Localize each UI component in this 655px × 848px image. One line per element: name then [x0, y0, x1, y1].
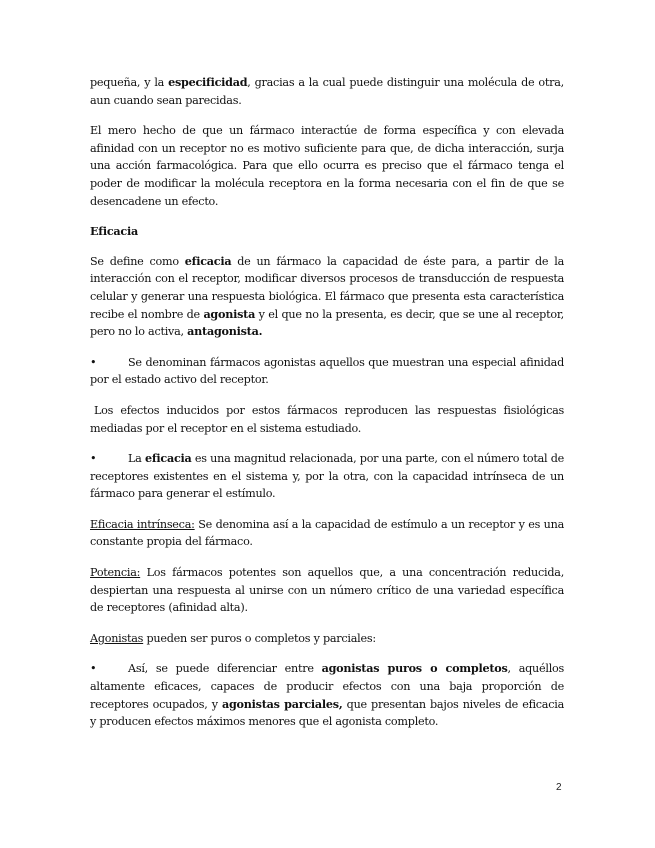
text: pequeña, y la — [90, 76, 169, 89]
bold-term-eficacia: eficacia — [184, 253, 232, 268]
text: El mero hecho de que un fármaco interactúe de forma específica y con elevada afinidad con un receptor no es motivo suficiente para que, de dicha interacción, surja una acción farmacológica. Para que ello ocurra es preciso que el fármaco tenga el poder de modificar la molécula receptora en la forma necesaria con el fin de que se desencadene un efecto. — [90, 124, 564, 208]
paragraph-agonistas-types — [90, 630, 564, 648]
text: es una magnitud relacionada, por una parte, con el número total de receptores existentes en el sistema y, por la otra, con la capacidad intrínseca de un fármaco para generar el estímulo. — [90, 452, 564, 501]
bold-term-agonistas-puros: agonistas puros o completos — [321, 661, 508, 676]
paragraph-interaction — [90, 122, 564, 210]
text: de un fármaco la capacidad de éste para, a partir de la interacción con el receptor, modificar diversos procesos de transducción de respuesta celular y generar una respuesta biológica. El fármaco que presenta esta característica recibe el nombre de — [90, 254, 564, 321]
text: , gracias a la cual puede distinguir una molécula de otra, aun cuando sean parecidas. — [90, 76, 564, 107]
bullet-icon: • — [90, 662, 97, 676]
text: que presentan bajos niveles de eficacia y producen efectos máximos menores que el agonista completo. — [90, 697, 564, 729]
paragraph-potencia — [90, 564, 564, 617]
bold-term-agonistas-parciales: agonistas parciales, — [221, 696, 343, 711]
text: Así, se puede diferenciar entre — [128, 662, 322, 676]
underlined-term-eficacia-intrinseca: Eficacia intrínseca: — [90, 517, 195, 531]
text: La — [128, 452, 145, 466]
bullet-paragraph-agonistas — [90, 354, 564, 389]
section-heading-eficacia: Eficacia — [90, 224, 138, 239]
bold-term-eficacia: eficacia — [144, 451, 192, 466]
paragraph-effects — [90, 402, 564, 437]
bold-term-agonista: agonista — [203, 306, 256, 321]
bullet-icon: • — [90, 452, 97, 466]
paragraph-eficacia-intrinseca — [90, 516, 564, 551]
text: Se denomina así a la capacidad de estímulo a un receptor y es una constante propia del fármaco. — [90, 517, 564, 549]
text: Se define como — [90, 254, 185, 268]
bold-term-especificidad: especificidad — [168, 75, 248, 89]
underlined-term-agonistas: Agonistas — [90, 631, 144, 645]
bullet-paragraph-eficacia — [90, 450, 564, 503]
text: Se denominan fármacos agonistas aquellos que muestran una especial afinidad por el estado activo del receptor. — [90, 355, 564, 387]
text: pueden ser puros o completos y parciales: — [143, 631, 376, 645]
bold-term-antagonista: antagonista. — [187, 324, 263, 339]
bullet-paragraph-agonistas-puros — [90, 660, 564, 730]
paragraph-specificity — [90, 74, 564, 109]
document-page — [90, 74, 564, 744]
text: y el que no la presenta, es decir, que se une al receptor, pero no lo activa, — [90, 307, 564, 339]
page-number: 2 — [556, 782, 562, 793]
underlined-term-potencia: Potencia: — [90, 566, 141, 580]
paragraph-eficacia-definition — [90, 253, 564, 341]
bullet-icon: • — [90, 355, 97, 369]
text: Los fármacos potentes son aquellos que, a una concentración reducida, despiertan una respuesta al unirse con un número crítico de una variedad específica de receptores (afinidad alta). — [90, 566, 564, 615]
text: , aquéllos altamente eficaces, capaces de producir efectos con una baja proporción de receptores ocupados, y — [90, 662, 564, 711]
text: Los efectos inducidos por estos fármacos reproducen las respuestas fisiológicas mediadas por el receptor en el sistema estudiado. — [90, 403, 564, 435]
